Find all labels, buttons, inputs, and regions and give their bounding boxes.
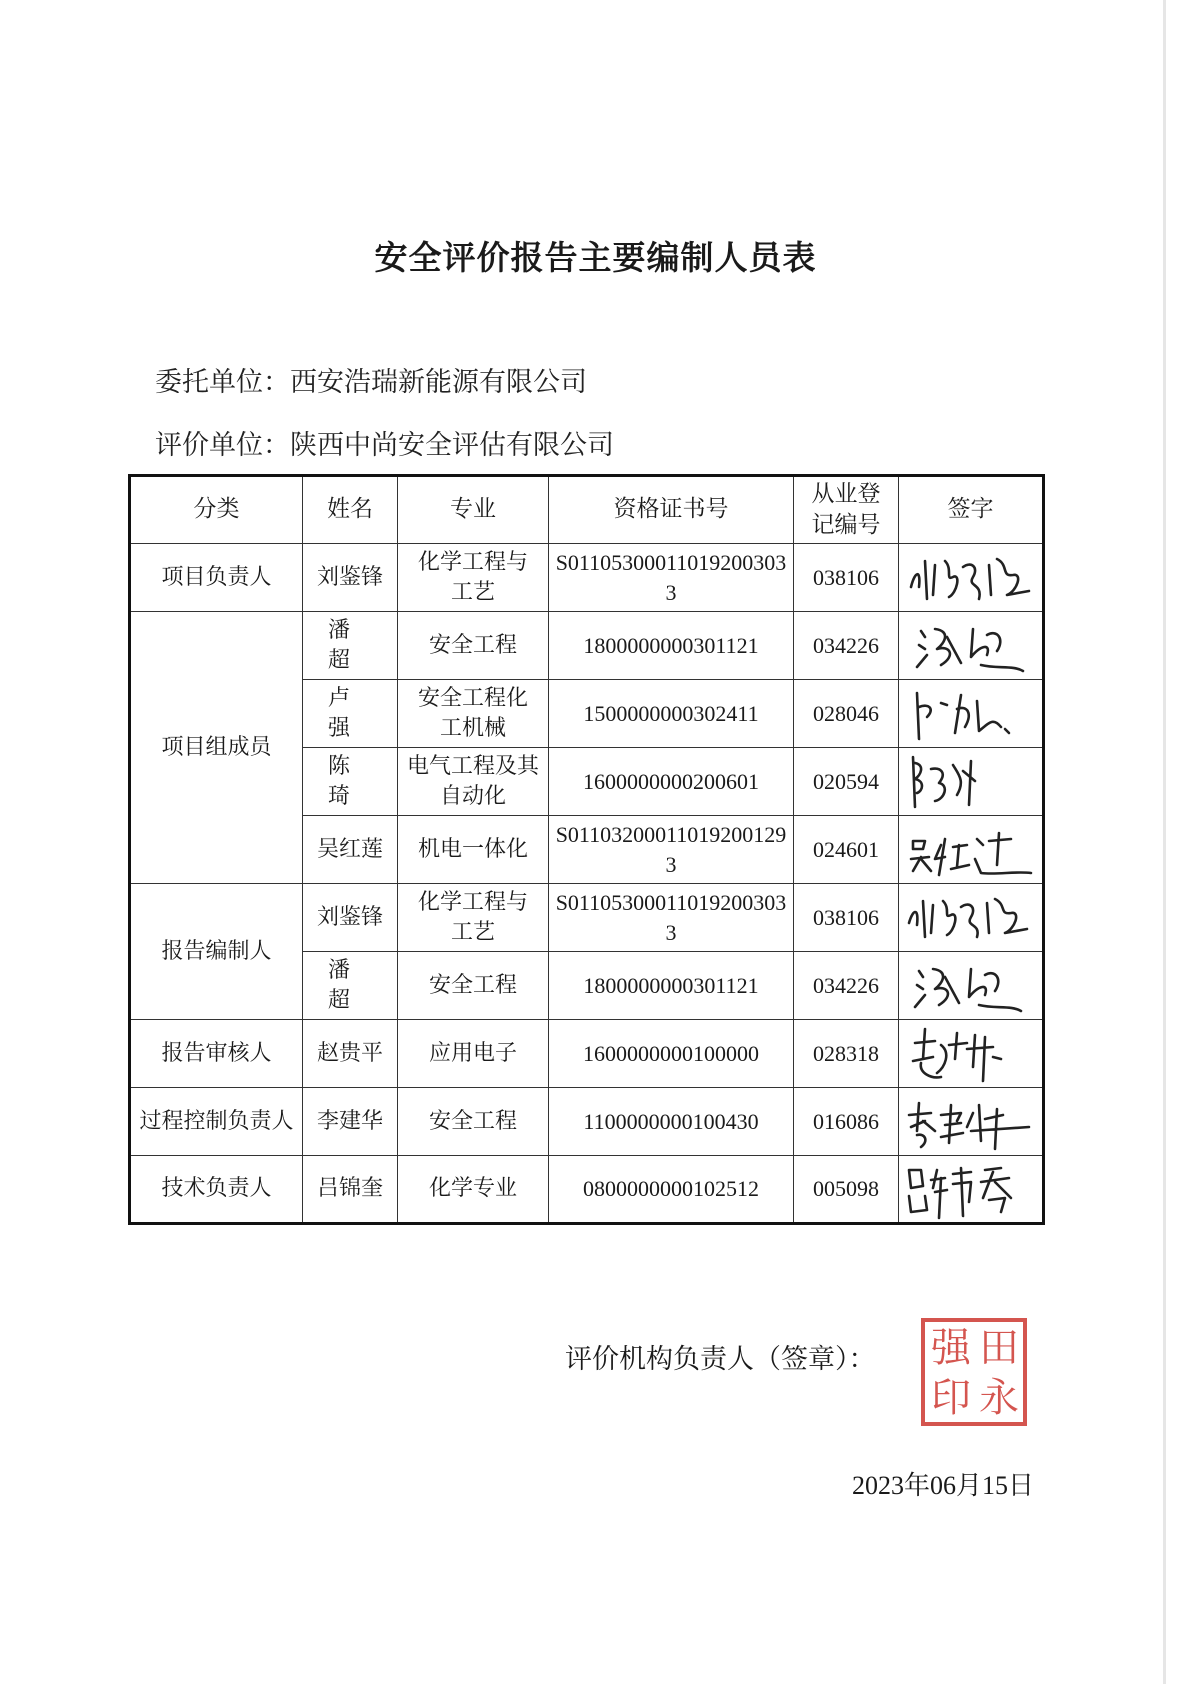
- category-cell: 项目负责人: [130, 544, 303, 612]
- header-major: 专业: [398, 476, 549, 544]
- certificate-cell: 1600000000200601: [549, 748, 794, 816]
- registration-cell: 028046: [794, 680, 899, 748]
- certificate-cell: 1500000000302411: [549, 680, 794, 748]
- table-row: [130, 612, 1044, 680]
- signature-cell: [899, 1156, 1044, 1224]
- header-registration: 从业登记编号: [794, 476, 899, 544]
- certificate-cell: 0800000000102512: [549, 1156, 794, 1224]
- certificate-cell: S011053000110192003033: [549, 884, 794, 952]
- seal-label: 评价机构负责人（签章）：: [565, 1344, 876, 1375]
- name-cell: 刘鉴锋: [303, 544, 398, 612]
- category-cell: 过程控制负责人: [130, 1088, 303, 1156]
- handwritten-signature: [901, 955, 1041, 1017]
- header-signature: 签字: [899, 476, 1044, 544]
- handwritten-signature: [901, 683, 1041, 745]
- major-cell: 应用电子: [398, 1020, 549, 1088]
- major-cell: 安全工程: [398, 1088, 549, 1156]
- signature-cell: [899, 816, 1044, 884]
- table-row: [130, 544, 1044, 612]
- name-cell: 潘超: [303, 952, 398, 1020]
- table-row: [130, 1088, 1044, 1156]
- signature-cell: [899, 680, 1044, 748]
- name-cell: 李建华: [303, 1088, 398, 1156]
- signature-cell: [899, 544, 1044, 612]
- major-cell: 化学工程与工艺: [398, 544, 549, 612]
- major-cell: 机电一体化: [398, 816, 549, 884]
- major-cell: 安全工程化工机械: [398, 680, 549, 748]
- header-certificate: 资格证书号: [549, 476, 794, 544]
- major-cell: 电气工程及其自动化: [398, 748, 549, 816]
- signature-cell: [899, 612, 1044, 680]
- signature-cell: [899, 1088, 1044, 1156]
- evaluator-unit-line: 评价单位：陕西中尚安全评估有限公司: [155, 430, 614, 461]
- handwritten-signature: [901, 1091, 1041, 1153]
- staff-table: [128, 474, 1045, 1225]
- handwritten-signature: [901, 887, 1041, 949]
- major-cell: 安全工程: [398, 612, 549, 680]
- registration-cell: 020594: [794, 748, 899, 816]
- registration-cell: 038106: [794, 544, 899, 612]
- name-cell: 陈琦: [303, 748, 398, 816]
- name-cell: 卢强: [303, 680, 398, 748]
- category-cell: 技术负责人: [130, 1156, 303, 1224]
- name-cell: 吕锦奎: [303, 1156, 398, 1224]
- handwritten-signature: [901, 1023, 1041, 1085]
- table-header-row: [130, 476, 1044, 544]
- certificate-cell: 1600000000100000: [549, 1020, 794, 1088]
- category-cell: 报告审核人: [130, 1020, 303, 1088]
- header-category: 分类: [130, 476, 303, 544]
- handwritten-signature: [901, 819, 1041, 881]
- signature-cell: [899, 1020, 1044, 1088]
- header-name: 姓名: [303, 476, 398, 544]
- client-unit-line: 委托单位：西安浩瑞新能源有限公司: [155, 367, 587, 398]
- document-date: 2023年06月15日: [852, 1471, 1035, 1500]
- table-row: [130, 1156, 1044, 1224]
- registration-cell: 024601: [794, 816, 899, 884]
- registration-cell: 028318: [794, 1020, 899, 1088]
- handwritten-signature: [901, 547, 1041, 609]
- major-cell: 化学专业: [398, 1156, 549, 1224]
- major-cell: 安全工程: [398, 952, 549, 1020]
- name-cell: 吴红莲: [303, 816, 398, 884]
- certificate-cell: S011053000110192003033: [549, 544, 794, 612]
- name-cell: 刘鉴锋: [303, 884, 398, 952]
- signature-cell: [899, 884, 1044, 952]
- certificate-cell: 1800000000301121: [549, 952, 794, 1020]
- certificate-cell: S011032000110192001293: [549, 816, 794, 884]
- registration-cell: 034226: [794, 952, 899, 1020]
- registration-cell: 038106: [794, 884, 899, 952]
- signature-cell: [899, 748, 1044, 816]
- certificate-cell: 1800000000301121: [549, 612, 794, 680]
- name-cell: 赵贵平: [303, 1020, 398, 1088]
- registration-cell: 034226: [794, 612, 899, 680]
- handwritten-signature: [901, 615, 1041, 677]
- page-title: 安全评价报告主要编制人员表: [374, 238, 817, 277]
- table-row: [130, 884, 1044, 952]
- major-cell: 化学工程与工艺: [398, 884, 549, 952]
- table-row: [130, 1020, 1044, 1088]
- signature-cell: [899, 952, 1044, 1020]
- handwritten-signature: [901, 1158, 1041, 1220]
- handwritten-signature: [901, 751, 1041, 813]
- registration-cell: 016086: [794, 1088, 899, 1156]
- certificate-cell: 1100000000100430: [549, 1088, 794, 1156]
- red-seal-stamp: 强 田 印 永: [921, 1318, 1027, 1426]
- category-cell: 项目组成员: [130, 612, 303, 884]
- category-cell: 报告编制人: [130, 884, 303, 1020]
- registration-cell: 005098: [794, 1156, 899, 1224]
- name-cell: 潘超: [303, 612, 398, 680]
